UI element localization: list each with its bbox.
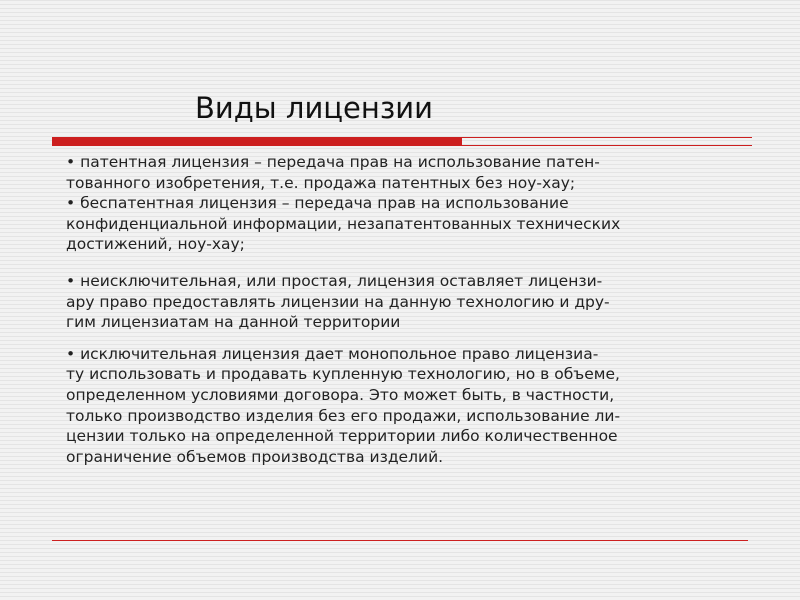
- bullet-line: достижений, ноу-хау;: [66, 235, 245, 254]
- spacer: [66, 255, 714, 271]
- bullet-line: гим лицензиатам на данной территории: [66, 313, 401, 332]
- bullet-line: ограничение объемов производства изделий.: [66, 447, 444, 466]
- spacer: [66, 333, 714, 344]
- bullet-line: • неисключительная, или простая, лицензия оставляет лицензи-: [66, 271, 603, 290]
- bullet-line: • беспатентная лицензия – передача прав на использование: [66, 194, 569, 213]
- title-underline-thin-lower: [462, 145, 752, 146]
- bullet-non-patent-license: [66, 193, 714, 255]
- bullet-line: конфиденциальной информации, незапатентованных технических: [66, 214, 621, 233]
- bullet-patent-license: [66, 152, 714, 193]
- slide-body: [66, 152, 714, 467]
- slide-title: Виды лицензии: [195, 91, 433, 125]
- bullet-line: цензии только на определенной территории либо количественное: [66, 427, 618, 446]
- bullet-line: • патентная лицензия – передача прав на использование патен-: [66, 153, 600, 171]
- bullet-line: определенном условиями договора. Это может быть, в частности,: [66, 385, 615, 404]
- bullet-line: • исключительная лицензия дает монопольное право лицензиа-: [66, 344, 599, 363]
- bullet-line: ару право предоставлять лицензии на данную технологию и дру-: [66, 292, 610, 311]
- title-underline-thin: [462, 137, 752, 138]
- bullet-line: тованного изобретения, т.е. продажа патентных без ноу-хау;: [66, 173, 576, 192]
- bullet-non-exclusive-license: [66, 271, 714, 333]
- bullet-exclusive-license: [66, 344, 714, 468]
- footer-rule: [52, 540, 748, 541]
- bullet-line: ту использовать и продавать купленную технологию, но в объеме,: [66, 365, 620, 384]
- bullet-line: только производство изделия без его продажи, использование ли-: [66, 406, 621, 425]
- title-underline-thick: [52, 137, 462, 146]
